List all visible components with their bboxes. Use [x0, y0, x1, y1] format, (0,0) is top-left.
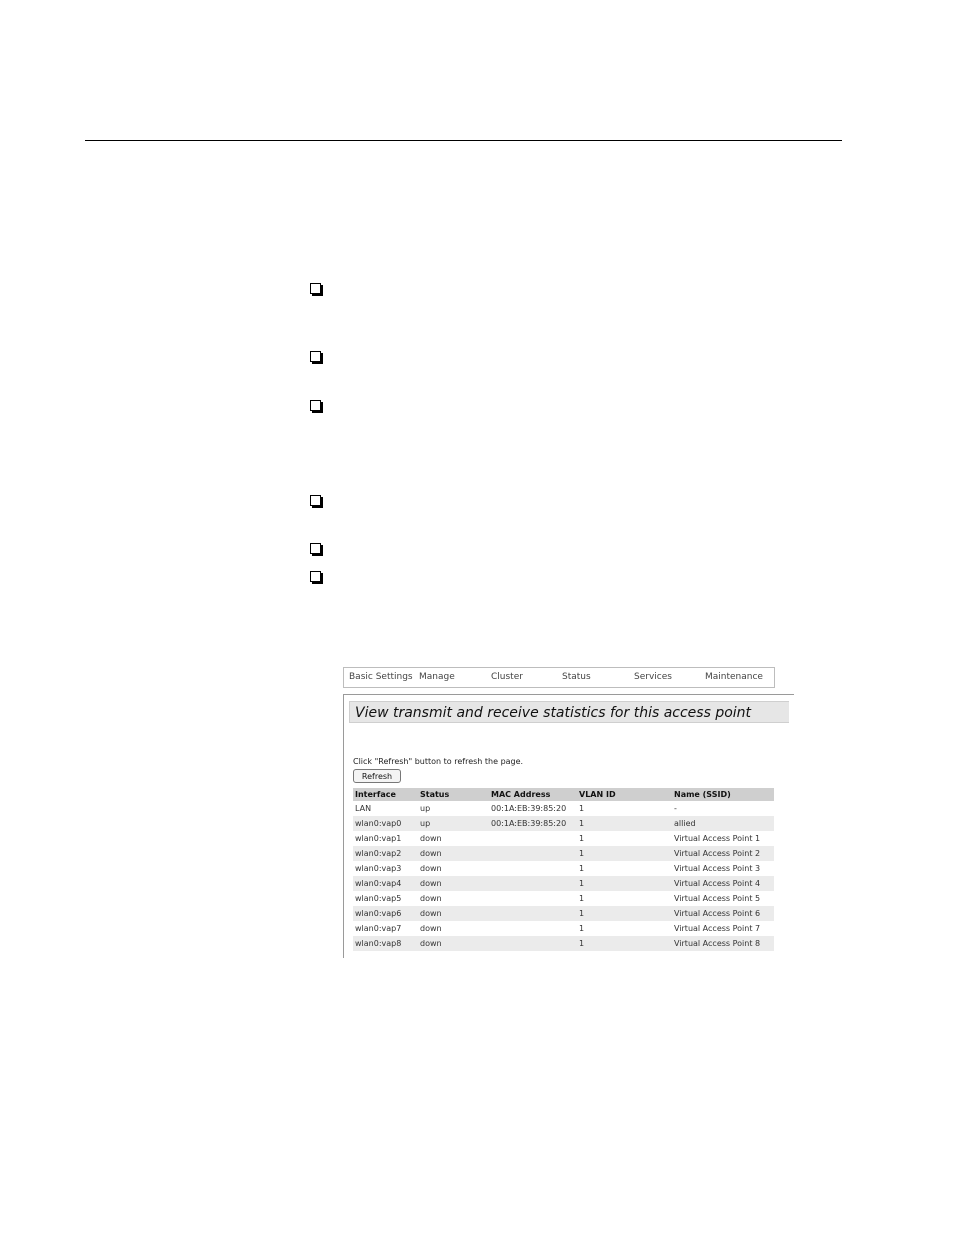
column-header-name-ssid: Name (SSID)	[672, 788, 774, 801]
table-row	[353, 816, 774, 831]
cell-interface: wlan0:vap1	[355, 834, 402, 843]
column-header-vlan-id: VLAN ID	[577, 788, 672, 801]
checkbox-bullet-icon	[310, 400, 321, 411]
cell-vlan-id: 1	[579, 924, 585, 933]
column-header-interface: Interface	[353, 788, 418, 801]
checkbox-bullet-icon	[310, 351, 321, 362]
cell-status: down	[420, 834, 442, 843]
cell-vlan-id: 1	[577, 906, 672, 921]
cell-mac-address	[489, 906, 577, 921]
cell-mac-address	[489, 861, 577, 876]
table-row	[353, 906, 774, 921]
table-header-row	[353, 788, 774, 801]
cell-vlan-id: 1	[579, 894, 585, 903]
checkbox-bullet-icon	[310, 571, 321, 582]
cell-vlan-id: 1	[577, 936, 672, 951]
cell-mac-address: 00:1A:EB:39:85:20	[491, 804, 567, 813]
cell-status: up	[420, 804, 431, 813]
ap-statistics-screenshot	[343, 667, 793, 957]
cell-name-ssid: Virtual Access Point 1	[674, 834, 761, 843]
cell-name-ssid: allied	[672, 816, 774, 831]
cell-status: down	[418, 936, 489, 951]
cell-status: down	[418, 846, 489, 861]
cell-name-ssid: Virtual Access Point 4	[672, 876, 774, 891]
table-body	[353, 801, 774, 951]
cell-vlan-id: 1	[579, 864, 585, 873]
cell-interface: wlan0:vap2	[353, 846, 418, 861]
cell-name-ssid: Virtual Access Point 8	[672, 936, 774, 951]
cell-interface: LAN	[355, 804, 372, 813]
cell-interface: wlan0:vap0	[353, 816, 418, 831]
checkbox-bullet-icon	[310, 543, 321, 554]
cell-mac-address	[489, 891, 577, 906]
page-title: View transmit and receive statistics for this access point	[349, 701, 789, 723]
cell-name-ssid: Virtual Access Point 2	[672, 846, 774, 861]
menu-item-status[interactable]: Status	[562, 672, 591, 682]
column-header-status: Status	[418, 788, 489, 801]
cell-interface: wlan0:vap7	[355, 924, 402, 933]
cell-interface: wlan0:vap3	[355, 864, 402, 873]
table-row	[353, 891, 774, 906]
cell-interface: wlan0:vap4	[353, 876, 418, 891]
cell-name-ssid: -	[674, 804, 677, 813]
table-row	[353, 831, 774, 846]
refresh-button[interactable]: Refresh	[353, 769, 401, 783]
interface-status-table	[353, 788, 774, 951]
cell-mac-address	[489, 831, 577, 846]
table-row	[353, 936, 774, 951]
cell-vlan-id: 1	[579, 804, 585, 813]
cell-status: down	[420, 894, 442, 903]
cell-status: down	[420, 864, 442, 873]
cell-name-ssid: Virtual Access Point 6	[672, 906, 774, 921]
cell-status: down	[418, 906, 489, 921]
cell-interface: wlan0:vap6	[353, 906, 418, 921]
menu-item-services[interactable]: Services	[634, 672, 672, 682]
cell-name-ssid: Virtual Access Point 3	[674, 864, 761, 873]
content-panel	[343, 694, 794, 958]
cell-interface: wlan0:vap5	[355, 894, 402, 903]
table-row	[353, 801, 774, 816]
cell-status: down	[420, 924, 442, 933]
column-header-mac-address: MAC Address	[489, 788, 577, 801]
menu-item-manage[interactable]: Manage	[419, 672, 455, 682]
cell-mac-address	[489, 921, 577, 936]
cell-status: up	[418, 816, 489, 831]
page-top-rule	[85, 140, 842, 141]
checkbox-bullet-icon	[310, 283, 321, 294]
cell-vlan-id: 1	[577, 846, 672, 861]
cell-mac-address: 00:1A:EB:39:85:20	[489, 816, 577, 831]
cell-vlan-id: 1	[579, 834, 585, 843]
cell-name-ssid: Virtual Access Point 7	[674, 924, 761, 933]
cell-mac-address	[489, 876, 577, 891]
table-row	[353, 921, 774, 936]
menu-item-basic-settings[interactable]: Basic Settings	[349, 672, 413, 682]
cell-mac-address	[489, 936, 577, 951]
cell-vlan-id: 1	[577, 816, 672, 831]
cell-interface: wlan0:vap8	[353, 936, 418, 951]
menu-item-maintenance[interactable]: Maintenance	[705, 672, 763, 682]
refresh-instruction: Click "Refresh" button to refresh the page.	[353, 757, 524, 766]
cell-vlan-id: 1	[577, 876, 672, 891]
menu-item-cluster[interactable]: Cluster	[491, 672, 523, 682]
top-menu-bar	[343, 667, 775, 688]
cell-name-ssid: Virtual Access Point 5	[674, 894, 761, 903]
cell-mac-address	[489, 846, 577, 861]
table-row	[353, 876, 774, 891]
table-row	[353, 846, 774, 861]
table-row	[353, 861, 774, 876]
checkbox-bullet-icon	[310, 495, 321, 506]
cell-status: down	[418, 876, 489, 891]
